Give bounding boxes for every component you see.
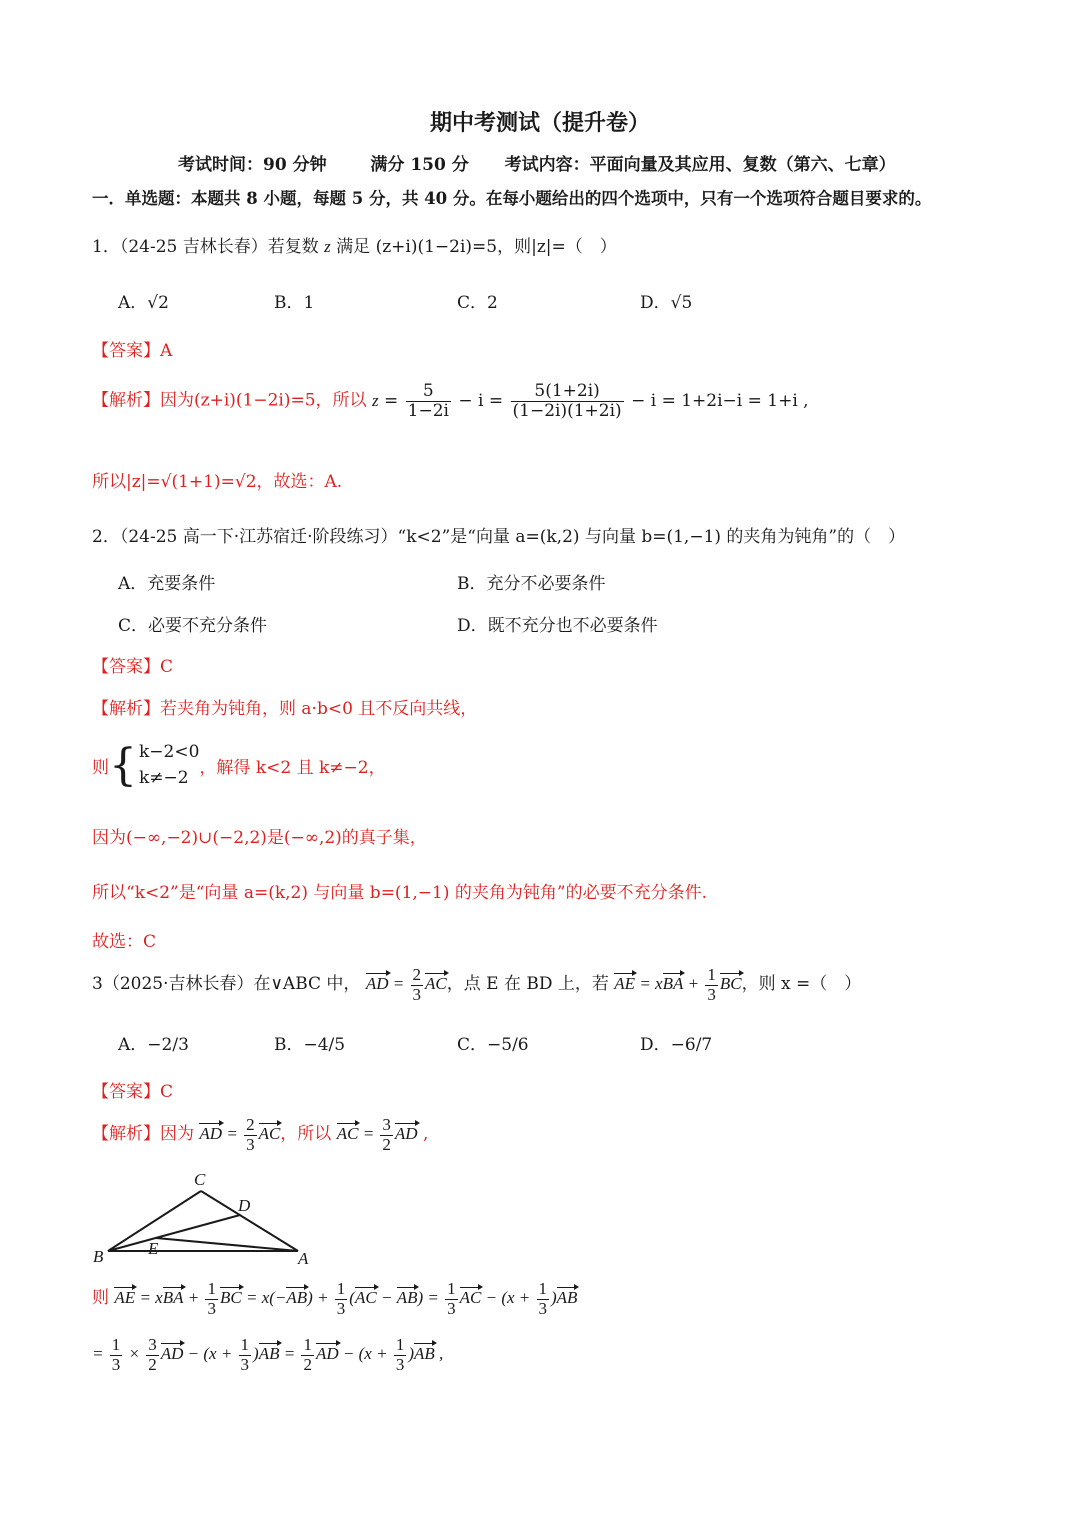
q3-option-b: B．−4/5 <box>274 1035 346 1055</box>
q3-analysis-1: 【解析】因为 AD = $\frac{2}{3}$ AC，所以 AC = $\frac{3}{2}$ AD , <box>92 1115 429 1154</box>
q3-end: ，则 x =（ ） <box>741 974 862 995</box>
q1-option-a: A．√2 <box>118 293 169 313</box>
q1-var-z: z <box>324 237 331 256</box>
label-a: A <box>298 1249 309 1268</box>
q1-analysis-text: 因为(z+i)(1−2i)=5，所以 <box>160 390 367 411</box>
q3-option-d: D．−6/7 <box>640 1035 713 1055</box>
q3-answer-value: C <box>160 1082 174 1102</box>
q3-stem <box>92 966 861 1004</box>
triangle-figure <box>88 1165 328 1275</box>
q1-option-c: C．2 <box>457 293 498 313</box>
q1-answer <box>92 336 172 361</box>
q2-analysis-text: 若夹角为钝角，则 a·b<0 且不反向共线， <box>160 699 478 719</box>
label-c: C <box>194 1170 206 1189</box>
q2-option-a: A．充要条件 <box>118 574 216 594</box>
q2-sys-suffix: ，解得 k<2 且 k≠−2， <box>199 758 386 778</box>
q2-answer-value: C <box>160 657 174 677</box>
q3-prefix: 3（2025·吉林长春）在∨ABC 中， <box>92 974 361 995</box>
q1-answer-label: 【答案】 <box>92 341 160 361</box>
q1-answer-value: A <box>160 341 173 361</box>
q1-ask: ，则|z|=（ ） <box>497 237 617 257</box>
q2-analysis-1 <box>92 694 477 719</box>
q2-analysis-label: 【解析】 <box>92 699 160 719</box>
q2-option-b: B．充分不必要条件 <box>457 574 606 594</box>
q2-sys-prefix: 则 <box>92 758 109 778</box>
q3-analysis-eq1: AD = $\frac{2}{3}$ AC <box>199 1115 281 1154</box>
exam-time: 考试时间：90 分钟 <box>178 155 327 175</box>
q2-stem: 2．（24-25 高一下·江苏宿迁·阶段练习）“k<2”是“向量 a=(k,2) 与向量 b=(1,−1) 的夹角为钝角”的（ ） <box>92 527 906 547</box>
q3-calc-prefix: 则 <box>92 1288 109 1309</box>
q3-answer-label: 【答案】 <box>92 1082 160 1102</box>
q1-analysis-1 <box>92 382 809 420</box>
label-d: D <box>238 1196 251 1215</box>
q3-option-c: C．−5/6 <box>457 1035 529 1055</box>
q3-answer <box>92 1077 173 1102</box>
q3-calc-line1: AE = xBA + $\frac{1}{3}$ BC = x(−AB) + $\frac{1}{3}$ (AC − AB) = $\frac{1}{3}$ AC − (x + $\frac{1}{3}$ )AB <box>114 1279 578 1318</box>
q3-relation-2: AE = xBA + $\frac{1}{3}$ BC <box>614 965 742 1004</box>
q1-option-d: D．√5 <box>640 293 693 313</box>
q3-calc-1 <box>92 1280 577 1318</box>
q3-analysis-eq2: AC = $\frac{3}{2}$ AD <box>336 1115 418 1154</box>
q2-conclusion: 故选：C <box>92 932 157 952</box>
exam-meta <box>178 150 896 175</box>
label-e: E <box>148 1239 159 1258</box>
q1-analysis-label: 【解析】 <box>92 390 160 411</box>
q2-sys-line1: k−2<0 <box>139 742 200 762</box>
page-title: 期中考测试（提升卷） <box>429 110 650 136</box>
q3-analysis-label: 【解析】 <box>92 1124 160 1145</box>
q1-stem <box>92 232 617 257</box>
q3-calc-line2: = $\frac{1}{3}$ × $\frac{3}{2}$ AD − (x + $\frac{1}{3}$ )AB = $\frac{1}{2}$ AD − (x + $\frac{1}{3}$ )AB , <box>92 1335 444 1374</box>
label-b: B <box>93 1247 104 1266</box>
q1-analysis-2: 所以|z|=√(1+1)=√2，故选：A. <box>92 472 343 492</box>
q2-option-c: C．必要不充分条件 <box>118 616 268 636</box>
q2-answer-label: 【答案】 <box>92 657 160 677</box>
q2-analysis-4: 所以“k<2”是“向量 a=(k,2) 与向量 b=(1,−1) 的夹角为钝角”的必要不充分条件. <box>92 883 707 903</box>
q1-cond: 满足 <box>336 237 371 257</box>
q2-analysis-3: 因为(−∞,−2)∪(−2,2)是(−∞,2)的真子集， <box>92 828 427 848</box>
q2-brace: { <box>109 739 137 791</box>
exam-score: 满分 150 分 <box>370 155 469 175</box>
q3-analysis-because: 因为 <box>160 1124 194 1145</box>
q1-eq: (z+i)(1−2i)=5 <box>375 237 498 257</box>
q1-derivation: z = $\frac{5}{1-2i}$ − i = $\frac{5(1+2i)}{(1-2i)(1+2i)}$ − i = 1+2i−i = 1+i , <box>371 381 809 421</box>
segment-ae <box>156 1238 298 1251</box>
q3-relation-1: AD = $\frac{2}{3}$ AC <box>365 965 447 1004</box>
q2-answer <box>92 652 173 677</box>
q2-option-d: D．既不充分也不必要条件 <box>457 616 658 636</box>
q3-analysis-so: ，所以 <box>280 1124 332 1145</box>
segment-bd <box>108 1215 240 1251</box>
exam-content: 考试内容：平面向量及其应用、复数（第六、七章） <box>504 155 896 175</box>
section-header: 一．单选题：本题共 8 小题，每题 5 分，共 40 分。在每小题给出的四个选项中，只有一个选项符合题目要求的。 <box>92 189 932 208</box>
q2-sys-line2: k≠−2 <box>139 767 189 788</box>
q2-system <box>92 740 386 791</box>
q1-prefix: 1．（24-25 吉林长春）若复数 <box>92 237 319 257</box>
q1-option-b: B．1 <box>274 293 315 313</box>
q3-mid: ，点 E 在 BD 上，若 <box>446 974 609 995</box>
q3-option-a: A．−2/3 <box>118 1035 189 1055</box>
q2-sys-lines <box>139 740 199 791</box>
